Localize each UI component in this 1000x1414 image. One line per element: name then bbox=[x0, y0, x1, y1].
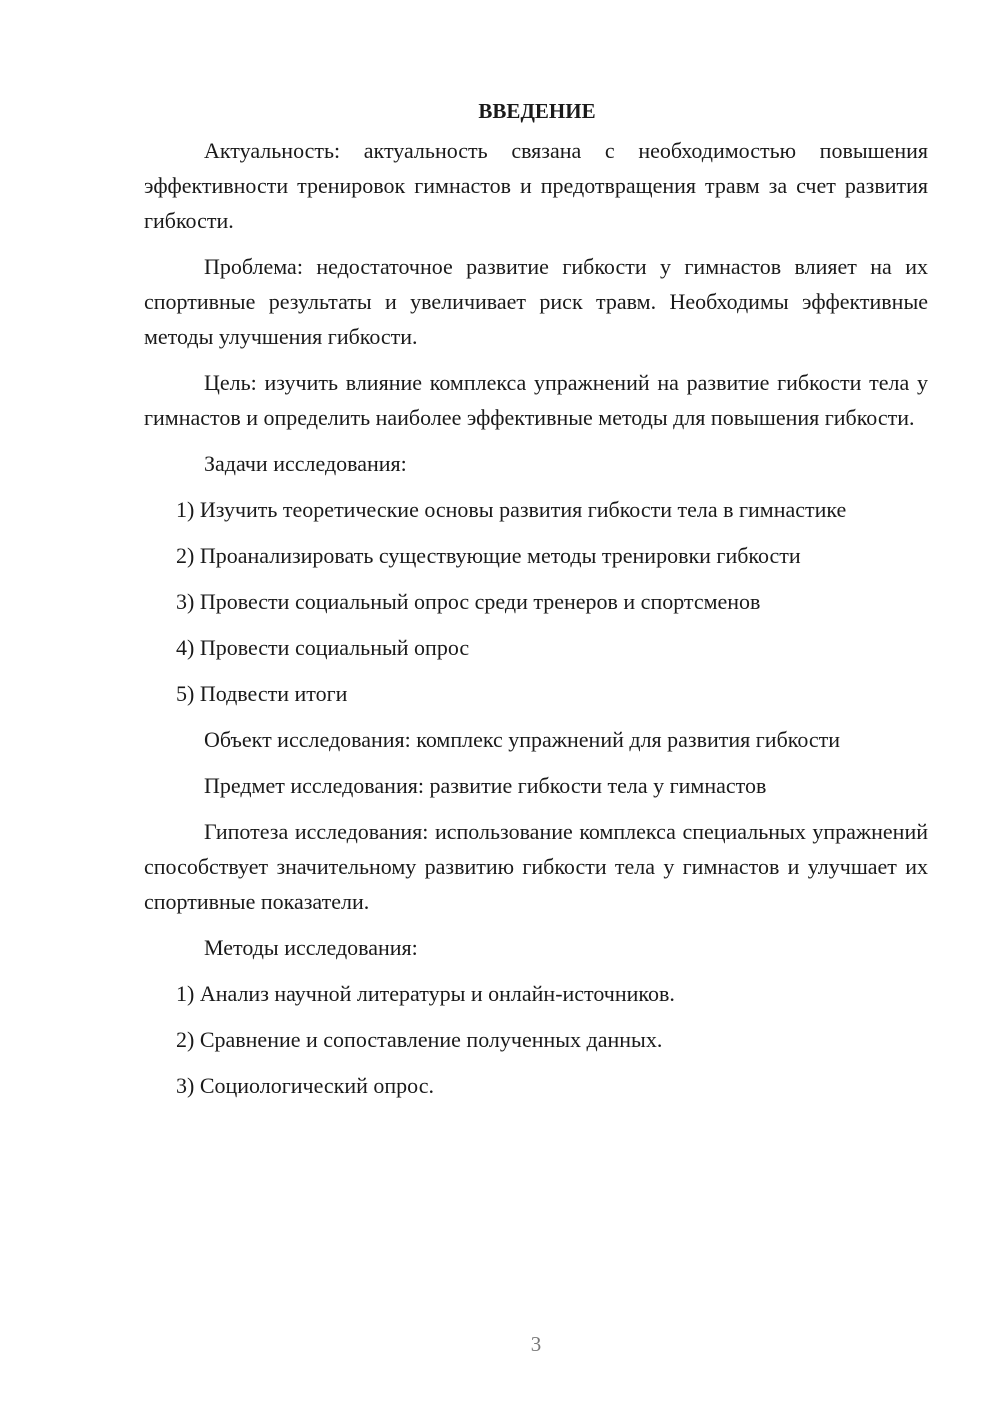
task-item: 4) Провести социальный опрос bbox=[176, 635, 470, 660]
task-item: 1) Изучить теоретические основы развития гибкости тела в гимнастике bbox=[176, 497, 847, 522]
goal-paragraph: Цель: изучить влияние комплекса упражнений на развитие гибкости тела у гимнастов и определить наиболее эффективные методы для повышения гибкости. bbox=[144, 370, 928, 430]
subject-paragraph: Предмет исследования: развитие гибкости тела у гимнастов bbox=[204, 773, 767, 798]
problem-paragraph: Проблема: недостаточное развитие гибкости у гимнастов влияет на их спортивные результаты и увеличивает риск травм. Необходимы эффективные методы улучшения гибкости. bbox=[144, 254, 928, 349]
hypothesis-paragraph: Гипотеза исследования: использование комплекса специальных упражнений способствует значительному развитию гибкости тела у гимнастов и улучшает их спортивные показатели. bbox=[144, 819, 928, 914]
method-item: 1) Анализ научной литературы и онлайн-источников. bbox=[176, 981, 675, 1006]
task-item: 5) Подвести итоги bbox=[176, 681, 348, 706]
method-item: 3) Социологический опрос. bbox=[176, 1073, 434, 1098]
relevance-paragraph: Актуальность: актуальность связана с необходимостью повышения эффективности тренировок гимнастов и предотвращения травм за счет развития гибкости. bbox=[144, 138, 928, 233]
page-title: ВВЕДЕНИЕ bbox=[478, 99, 596, 123]
task-item: 3) Провести социальный опрос среди тренеров и спортсменов bbox=[176, 589, 761, 614]
page-content bbox=[144, 96, 928, 1114]
methods-heading: Методы исследования: bbox=[204, 935, 418, 960]
method-item: 2) Сравнение и сопоставление полученных данных. bbox=[176, 1027, 663, 1052]
tasks-heading: Задачи исследования: bbox=[204, 451, 407, 476]
task-item: 2) Проанализировать существующие методы тренировки гибкости bbox=[176, 543, 801, 568]
object-paragraph: Объект исследования: комплекс упражнений для развития гибкости bbox=[204, 727, 841, 752]
page-number: 3 bbox=[530, 1332, 542, 1356]
